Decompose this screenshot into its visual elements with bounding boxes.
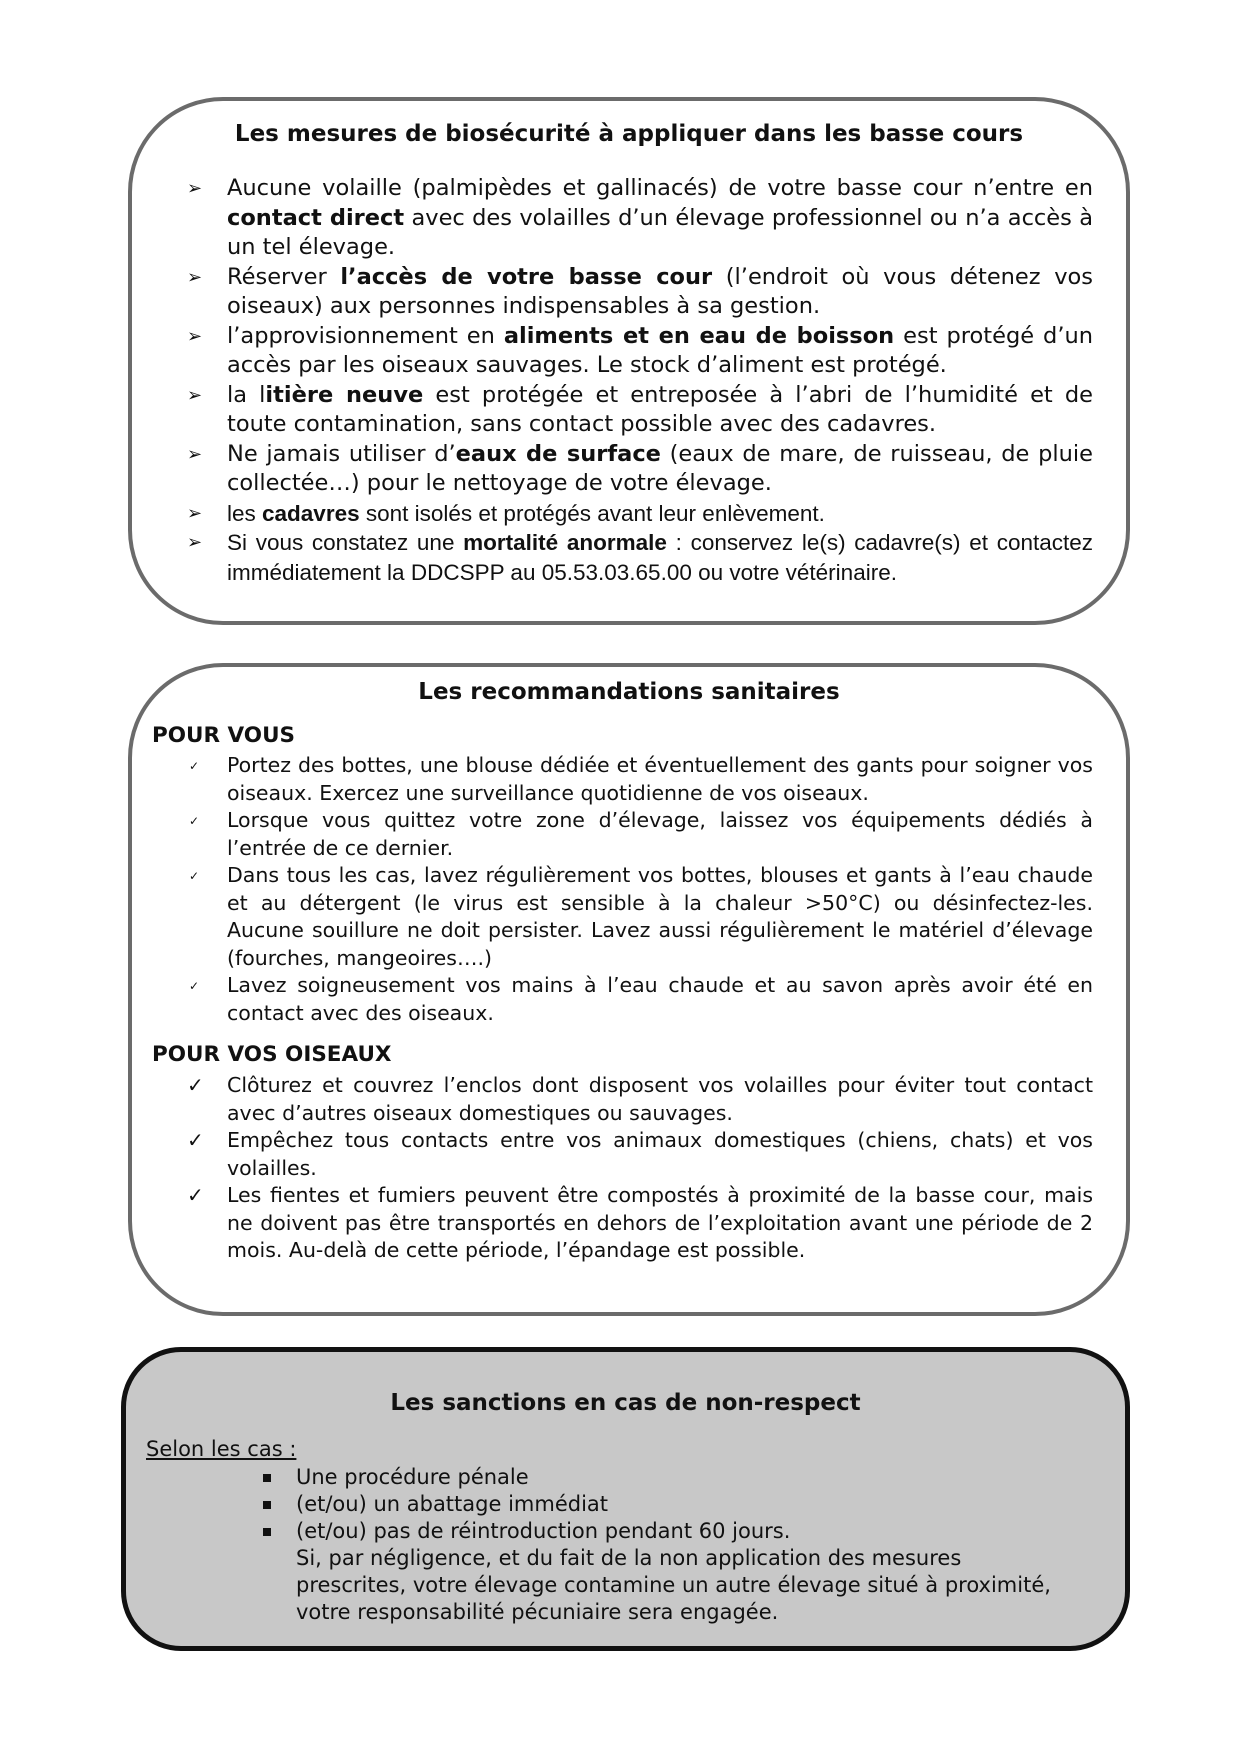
arrow-bullet-icon: ➢ (187, 178, 203, 199)
sanctions-title: Les sanctions en cas de non-respect (390, 1390, 861, 1416)
small-check-icon: ✓ (189, 979, 200, 993)
pour-vos-oiseaux-heading: POUR VOS OISEAUX (152, 1042, 392, 1067)
recommendations-title: Les recommandations sanitaires (418, 679, 840, 705)
list-item: (et/ou) un abattage immédiat (296, 1491, 1065, 1518)
square-bullet-icon (263, 1501, 271, 1509)
arrow-bullet-icon: ➢ (187, 384, 203, 406)
list-item: (et/ou) pas de réintroduction pendant 60 jours. (296, 1518, 1065, 1545)
arrow-bullet-icon: ➢ (187, 502, 203, 523)
pour-vos-oiseaux-list (187, 1072, 1093, 1265)
list-item: ✓ Lorsque vous quittez votre zone d’élevage, laissez vos équipements dédiés à l’entrée de ce dernier. (189, 808, 1093, 860)
list-item: ➢ les cadavres sont isolés et protégés avant leur enlèvement. (227, 499, 1093, 529)
small-check-icon: ✓ (189, 814, 200, 828)
sanctions-box (121, 1347, 1130, 1651)
list-item: ✓ Lavez soigneusement vos mains à l’eau chaude et au savon après avoir été en contact avec des oiseaux. (189, 973, 1093, 1025)
square-bullet-icon (263, 1528, 271, 1536)
small-check-icon: ✓ (189, 869, 200, 883)
small-check-icon: ✓ (189, 759, 200, 773)
arrow-bullet-icon: ➢ (187, 325, 203, 347)
recommendations-box (128, 663, 1130, 1316)
arrow-bullet-icon: ➢ (187, 443, 203, 465)
check-icon: ✓ (187, 1183, 204, 1207)
sanctions-note: Si, par négligence, et du fait de la non application des mesures prescrites, votre élevage contamine un autre élevage situé à proximité, votre responsabilité pécuniaire sera engagée. (296, 1546, 1051, 1624)
sanctions-intro: Selon les cas : (146, 1437, 297, 1461)
pour-vous-heading: POUR VOUS (152, 723, 296, 748)
list-item: ✓ Portez des bottes, une blouse dédiée et éventuellement des gants pour soigner vos oiseaux. Exercez une surveillance quotidienne de vos oiseaux. (189, 753, 1093, 805)
list-item: ✓ Clôturez et couvrez l’enclos dont disposent vos volailles pour éviter tout contact avec d’autres oiseaux domestiques ou sauvages. (187, 1073, 1093, 1125)
list-item: ✓ Empêchez tous contacts entre vos animaux domestiques (chiens, chats) et vos volailles. (187, 1128, 1093, 1180)
sanctions-list (296, 1464, 1065, 1545)
biosecurity-list (187, 174, 1094, 587)
check-icon: ✓ (187, 1073, 204, 1097)
list-item: ➢ la litière neuve est protégée et entreposée à l’abri de l’humidité et de toute contamination, sans contact possible avec des cadavres. (187, 381, 1093, 437)
list-item: ➢ Si vous constatez une mortalité anormale : conservez le(s) cadavre(s) et contactez immédiatement la DDCSPP au 05.53.03.65.00 ou votre vétérinaire. (187, 530, 1094, 585)
biosecurity-title: Les mesures de biosécurité à appliquer dans les basse cours (234, 121, 1024, 147)
arrow-bullet-icon: ➢ (187, 266, 203, 288)
square-bullet-icon (263, 1474, 271, 1482)
list-item: ➢ Aucune volaille (palmipèdes et gallinacés) de votre basse cour n’entre en contact direct avec des volailles d’un élevage professionnel ou n’a accès à un tel élevage. (187, 175, 1093, 260)
check-icon: ✓ (187, 1128, 204, 1152)
list-item: ➢ Ne jamais utiliser d’eaux de surface (eaux de mare, de ruisseau, de pluie collectée…) pour le nettoyage de votre élevage. (187, 440, 1093, 496)
biosecurity-box (128, 97, 1130, 625)
pour-vous-list (189, 752, 1093, 1027)
list-item: ➢ l’approvisionnement en aliments et en eau de boisson est protégé d’un accès par les oiseaux sauvages. Le stock d’aliment est protégé. (187, 322, 1093, 378)
list-item: ✓ Dans tous les cas, lavez régulièrement vos bottes, blouses et gants à l’eau chaude et au détergent (le virus est sensible à la chaleur >50°C) ou désinfectez-les. Aucune souillure ne doit persister. Lavez aussi régulièrement le matériel d’élevage (fourches, mangeoires….) (189, 863, 1093, 970)
list-item: ✓ Les fientes et fumiers peuvent être compostés à proximité de la basse cour, mais ne doivent pas être transportés en dehors de l’exploitation avant une période de 2 mois. Au-delà de cette période, l’épandage est possible. (187, 1183, 1093, 1262)
arrow-bullet-icon: ➢ (187, 532, 203, 552)
list-item: Une procédure pénale (296, 1464, 1065, 1491)
list-item: ➢ Réserver l’accès de votre basse cour (l’endroit où vous détenez vos oiseaux) aux personnes indispensables à sa gestion. (187, 263, 1093, 319)
